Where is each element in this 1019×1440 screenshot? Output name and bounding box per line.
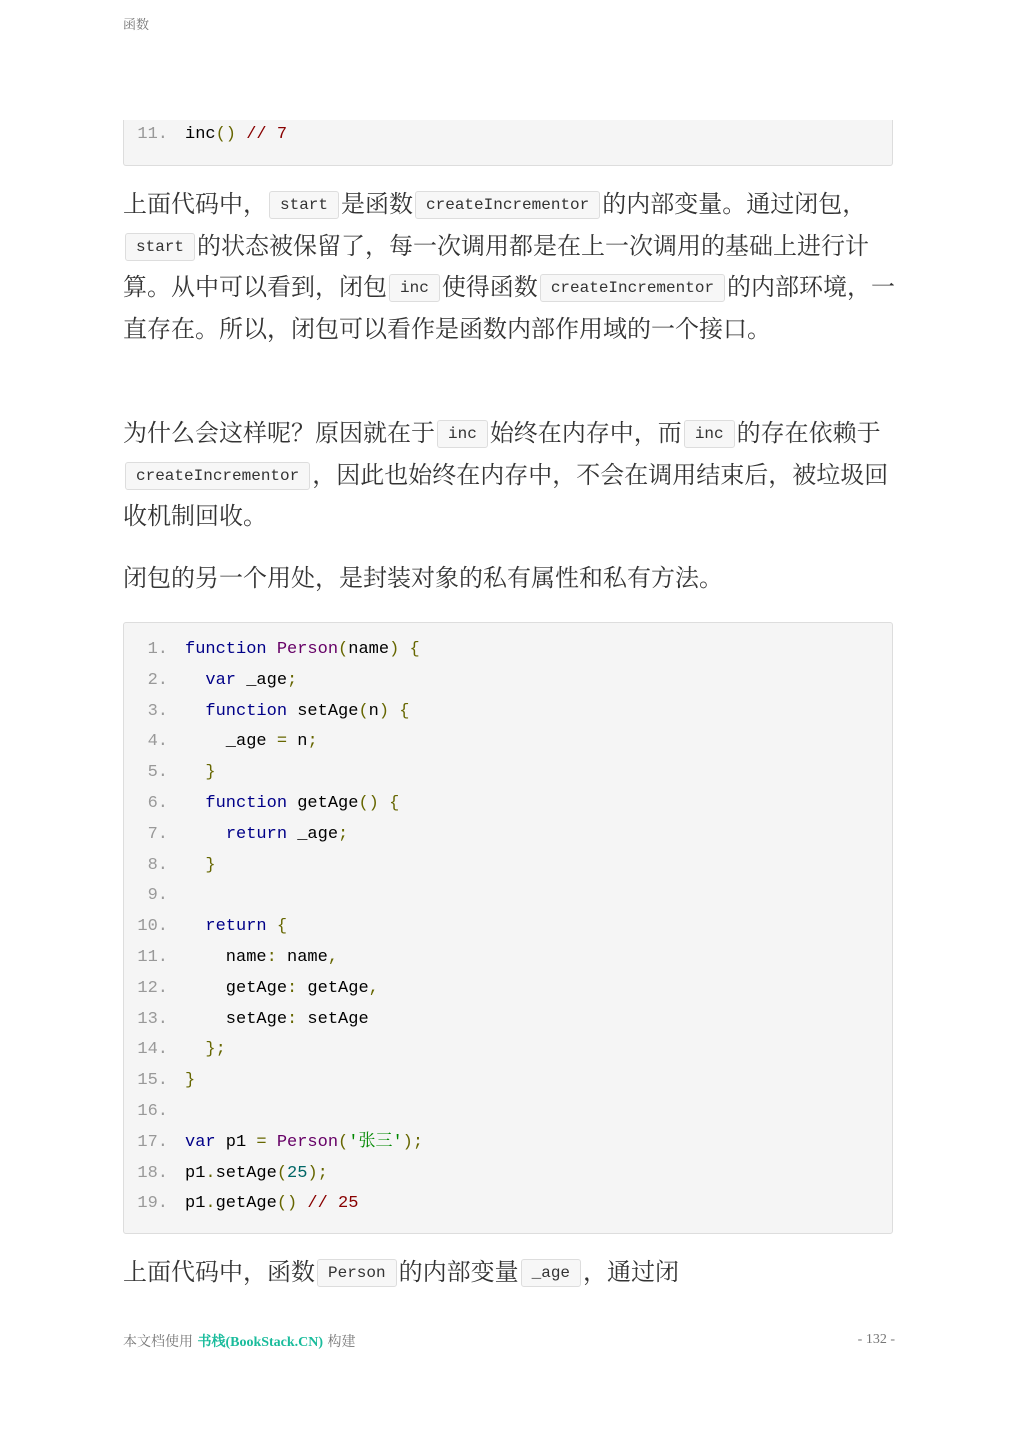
code-line [124, 974, 892, 1005]
code-text [168, 1066, 195, 1097]
code-token: 25 [287, 1163, 308, 1183]
code-line [124, 1035, 892, 1066]
inline-code: inc [684, 420, 735, 448]
code-text [168, 820, 348, 851]
code-token: () [215, 125, 237, 144]
code-token: ( [338, 1132, 349, 1152]
code-token: . [205, 1163, 216, 1183]
code-token [379, 794, 389, 813]
code-token: return [225, 824, 288, 844]
inline-code: inc [389, 274, 440, 302]
code-line [124, 1128, 892, 1159]
paragraph-person-explanation [123, 1252, 898, 1294]
inline-code: inc [437, 420, 488, 448]
code-token: setAge [215, 1163, 277, 1183]
code-token [185, 825, 226, 844]
code-token: // 7 [236, 125, 288, 144]
code-token: ) [389, 640, 400, 659]
code-line [124, 758, 892, 789]
code-token: '张三' [348, 1132, 403, 1152]
code-token: getAge [185, 978, 288, 998]
code-line [124, 851, 892, 882]
code-token [185, 1040, 205, 1059]
code-token: : [287, 978, 298, 998]
code-token: ); [402, 1132, 424, 1152]
code-token: var [205, 670, 237, 690]
bookstack-link[interactable]: 书栈(BookStack.CN) [197, 1335, 324, 1350]
paragraph-closure-explanation [123, 184, 898, 350]
code-token: return [205, 917, 267, 937]
code-block-continued [123, 120, 893, 166]
inline-code: createIncrementor [415, 191, 600, 219]
para-text: 使得函数 [441, 273, 538, 301]
code-token [185, 856, 205, 875]
code-text [168, 635, 420, 666]
code-text [168, 943, 338, 974]
code-line [124, 1189, 892, 1220]
code-token: setAge [185, 1009, 288, 1029]
code-line [124, 789, 892, 820]
code-token: { [399, 701, 410, 721]
code-token: } [205, 763, 216, 783]
code-token: . [205, 1194, 216, 1214]
line-number: 8. [147, 855, 168, 875]
code-token [267, 917, 277, 936]
line-number: 5. [147, 763, 168, 783]
code-text [168, 758, 216, 789]
code-token: } [205, 855, 216, 875]
code-token: , [327, 947, 339, 967]
code-token: n [287, 732, 308, 752]
code-token: name [348, 640, 390, 659]
paragraph-why-memory [123, 413, 898, 538]
code-token: ( [276, 1163, 288, 1183]
inline-code: start [125, 233, 195, 261]
code-token: } [185, 1071, 196, 1091]
code-text [168, 1128, 423, 1159]
code-token: () [276, 1194, 298, 1214]
code-token [267, 640, 277, 659]
code-token: n [368, 701, 379, 721]
code-token: : [266, 947, 277, 967]
inline-code: start [269, 191, 339, 219]
code-token: setAge [287, 701, 359, 721]
inline-code: _age [521, 1259, 581, 1287]
code-line [124, 1159, 892, 1190]
code-token: { [409, 640, 420, 659]
code-line [124, 120, 892, 150]
code-line [124, 881, 892, 912]
code-token: { [276, 917, 288, 937]
code-token: _age [185, 732, 277, 752]
code-text [168, 1097, 185, 1128]
code-token: { [389, 793, 400, 813]
code-text [168, 697, 409, 728]
code-token [185, 671, 205, 690]
header-title: 函数 [123, 18, 150, 33]
code-token: name [185, 947, 267, 967]
para-text: 的内部变量 [398, 1258, 519, 1286]
code-token: p1 [185, 1163, 206, 1183]
footer-prefix: 本文档使用 [123, 1334, 193, 1350]
code-token: ( [338, 640, 349, 659]
para-text: ，通过闭 [583, 1258, 680, 1286]
code-token: ( [358, 701, 369, 721]
code-text [168, 1005, 369, 1036]
code-token: setAge [297, 1009, 369, 1029]
code-token: }; [205, 1040, 226, 1060]
code-token: Person [276, 640, 339, 659]
code-text [168, 912, 287, 943]
code-text [168, 881, 185, 912]
code-token: = [276, 732, 288, 752]
code-token: function [205, 793, 288, 813]
line-number: 1. [147, 640, 168, 659]
code-token [185, 702, 205, 721]
code-token: ); [307, 1163, 328, 1183]
line-number: 19. [137, 1194, 168, 1214]
line-number: 4. [147, 732, 168, 752]
code-text [168, 727, 318, 758]
code-token [399, 640, 409, 659]
code-line [124, 666, 892, 697]
line-number: 16. [137, 1101, 168, 1121]
line-number: 18. [137, 1163, 168, 1183]
code-token: getAge [215, 1194, 277, 1214]
para-text: 的内部变量。通过闭包， [602, 190, 867, 218]
code-token: _age [236, 670, 288, 690]
code-token: ) [378, 701, 390, 721]
line-number: 15. [137, 1071, 168, 1091]
para-text: 为什么会这样呢？原因就在于 [123, 419, 435, 447]
para-text: 的内部环境，一直存在。所以，闭包可以看作是函数内部作用域的一个接口。 [123, 273, 896, 343]
code-line [124, 943, 892, 974]
footer-credit [123, 1331, 356, 1351]
code-token: = [256, 1132, 267, 1152]
code-text [168, 974, 379, 1005]
code-text [168, 1035, 226, 1066]
line-number: 2. [147, 670, 168, 690]
code-token: ; [307, 732, 318, 752]
line-number: 9. [147, 886, 168, 906]
code-line [124, 1097, 892, 1128]
code-text [168, 1159, 328, 1190]
code-token: ; [287, 670, 298, 690]
code-text [168, 120, 287, 150]
code-token: var [185, 1132, 216, 1152]
para-text: 上面代码中，函数 [123, 1258, 315, 1286]
page-number: - 132 - [857, 1332, 895, 1347]
code-token: name [276, 947, 328, 967]
para-text: 始终在内存中，而 [489, 419, 682, 447]
code-line [124, 635, 892, 666]
code-token: _age [287, 824, 339, 844]
code-block-person [123, 622, 893, 1234]
code-token: inc [185, 125, 216, 144]
code-line [124, 697, 892, 728]
code-token: p1 [215, 1132, 257, 1152]
code-token: getAge [297, 978, 369, 998]
code-text [168, 789, 399, 820]
line-number: 14. [137, 1040, 168, 1060]
code-token [185, 763, 205, 782]
code-token: ; [338, 824, 349, 844]
line-number: 12. [137, 978, 168, 998]
line-number: 10. [137, 917, 168, 937]
line-number: 7. [147, 824, 168, 844]
paragraph-private-members: 闭包的另一个用处，是封装对象的私有属性和私有方法。 [123, 564, 723, 592]
code-token [267, 1133, 277, 1152]
footer-suffix: 构建 [327, 1334, 356, 1350]
line-number: 3. [147, 701, 168, 721]
line-number: 11. [137, 947, 168, 967]
code-token [185, 794, 205, 813]
code-text [168, 666, 297, 697]
code-token: function [185, 640, 267, 659]
code-line [124, 912, 892, 943]
line-number: 13. [137, 1009, 168, 1029]
code-token [185, 917, 205, 936]
code-line [124, 1005, 892, 1036]
para-text: 的状态被保留了，每一次调用都是在上一次调用的基础上进行计算。从中可以看到，闭包 [123, 231, 870, 301]
inline-code: createIncrementor [125, 462, 310, 490]
para-text: 的存在依赖于 [736, 419, 881, 447]
code-token: p1 [185, 1194, 206, 1214]
code-line [124, 820, 892, 851]
inline-code: Person [317, 1259, 397, 1287]
para-text: 上面代码中， [123, 190, 267, 218]
code-token: , [368, 978, 379, 998]
code-token: Person [276, 1132, 339, 1152]
line-number: 6. [147, 793, 168, 813]
code-token: : [287, 1009, 298, 1029]
para-text: 是函数 [341, 190, 414, 218]
code-text [168, 851, 216, 882]
line-number: 11. [137, 125, 168, 144]
para-text: ，因此也始终在内存中，不会在调用结束后，被垃圾回收机制回收。 [123, 460, 889, 530]
code-line [124, 1066, 892, 1097]
code-text [168, 1189, 358, 1220]
code-token: // 25 [297, 1194, 359, 1214]
code-token: function [205, 701, 288, 721]
line-number: 17. [137, 1132, 168, 1152]
code-token: () [358, 793, 379, 813]
code-token: getAge [287, 793, 359, 813]
code-token [389, 702, 399, 721]
code-line [124, 727, 892, 758]
inline-code: createIncrementor [540, 274, 725, 302]
